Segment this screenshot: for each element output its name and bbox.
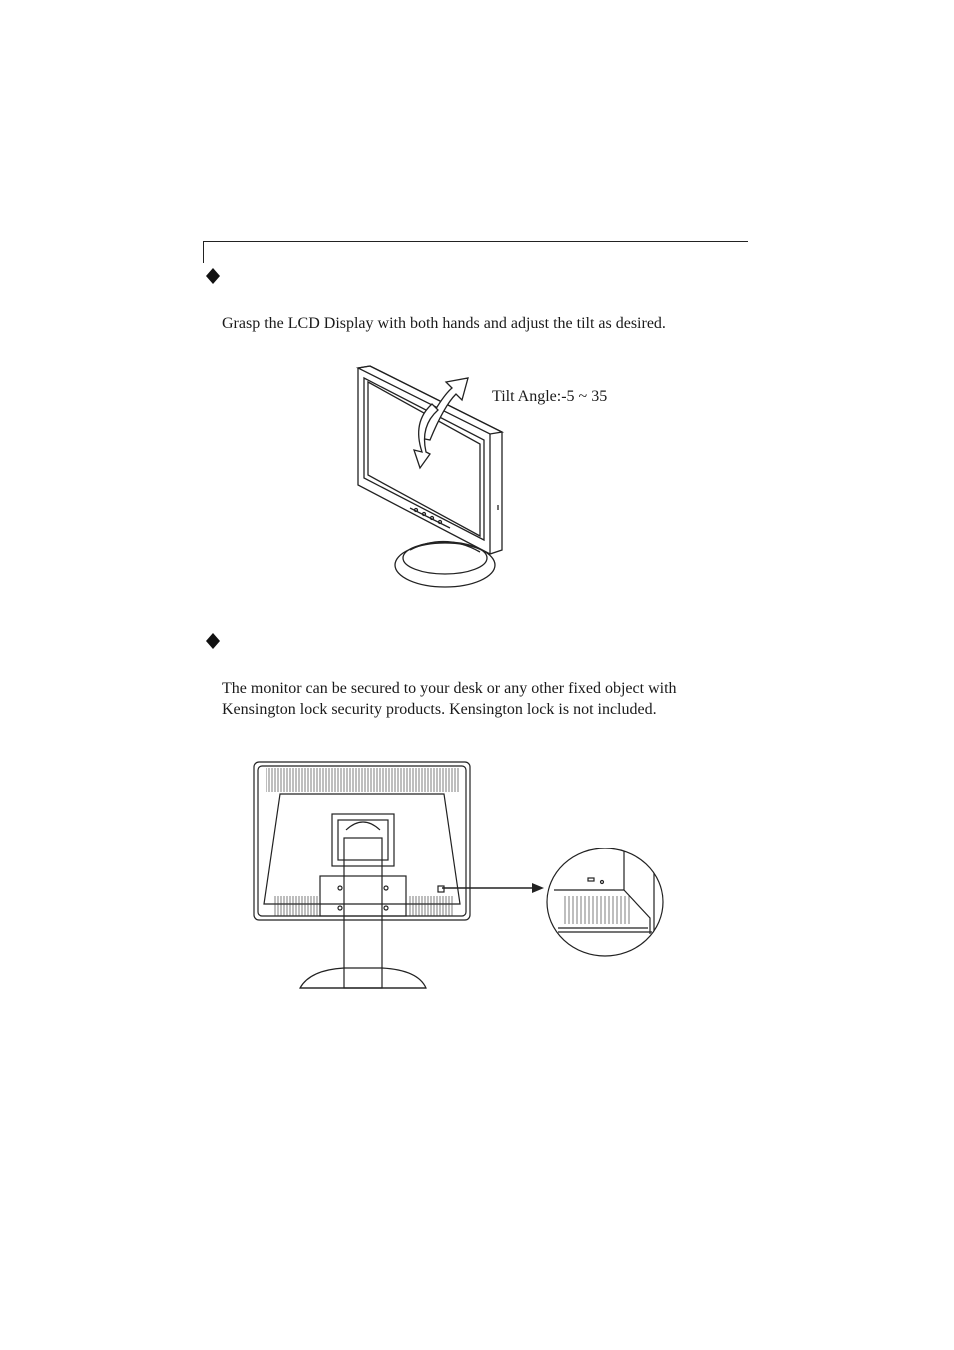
- diamond-bullet-icon: [206, 633, 220, 649]
- monitor-rear-illustration: [250, 758, 475, 993]
- kensington-slot-detail-illustration: [544, 848, 666, 960]
- arrow-to-detail-icon: [440, 880, 546, 896]
- header-rule-vertical: [203, 241, 204, 263]
- tilt-instruction: Grasp the LCD Display with both hands and adjust the tilt as desired.: [222, 315, 666, 332]
- tilt-angle-label: Tilt Angle:-5 ~ 35: [492, 388, 608, 405]
- diamond-bullet-icon: [206, 268, 220, 284]
- header-rule-horizontal: [203, 241, 748, 242]
- lock-instruction-line-2: Kensington lock security products. Kensington lock is not included.: [222, 701, 657, 718]
- lock-instruction-line-1: The monitor can be secured to your desk or any other fixed object with: [222, 680, 677, 697]
